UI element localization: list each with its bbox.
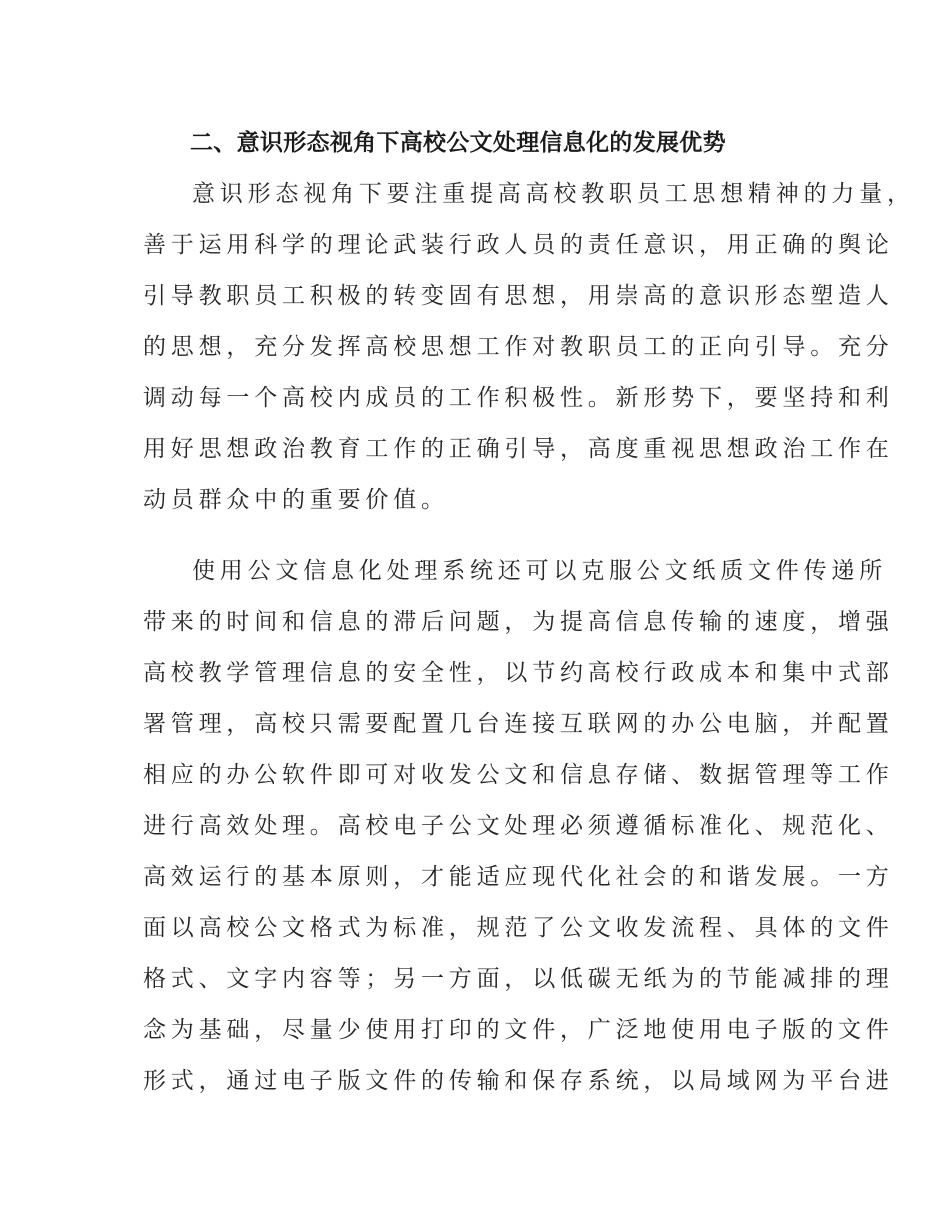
text-line: 格式、文字内容等；另一方面，以低碳无纸为的节能减排的理 [143,966,894,992]
section-heading: 二、意识形态视角下高校公文处理信息化的发展优势 [190,130,726,156]
text-line: 用好思想政治教育工作的正确引导，高度重视思想政治工作在 [143,436,894,462]
text-line: 相应的办公软件即可对收发公文和信息存储、数据管理等工作 [143,762,894,788]
text-line: 念为基础，尽量少使用打印的文件，广泛地使用电子版的文件 [143,1017,894,1043]
text-line: 面以高校公文格式为标准，规范了公文收发流程、具体的文件 [143,915,894,941]
text-line: 使用公文信息化处理系统还可以克服公文纸质文件传递所 [192,558,887,584]
text-line: 署管理，高校只需要配置几台连接互联网的办公电脑，并配置 [143,711,894,737]
text-line: 形式，通过电子版文件的传输和保存系统，以局域网为平台进 [143,1068,894,1094]
paragraph-1 [143,166,915,523]
text-line: 引导教职员工积极的转变固有思想，用崇高的意识形态塑造人 [143,283,894,309]
text-line: 的思想，充分发挥高校思想工作对教职员工的正向引导。充分 [143,334,894,360]
text-line: 带来的时间和信息的滞后问题，为提高信息传输的速度，增强 [143,609,894,635]
text-line: 意识形态视角下要注重提高高校教职员工思想精神的力量， [192,181,915,207]
text-line: 高校教学管理信息的安全性，以节约高校行政成本和集中式部 [143,660,894,686]
text-line: 调动每一个高校内成员的工作积极性。新形势下，要坚持和利 [143,385,894,411]
text-line: 善于运用科学的理论武装行政人员的责任意识，用正确的舆论 [143,232,894,258]
paragraph-2 [143,543,894,1104]
text-line: 动员群众中的重要价值。 [143,487,449,513]
text-line: 高效运行的基本原则，才能适应现代化社会的和谐发展。一方 [143,864,894,890]
text-line: 进行高效处理。高校电子公文处理必须遵循标准化、规范化、 [143,813,894,839]
